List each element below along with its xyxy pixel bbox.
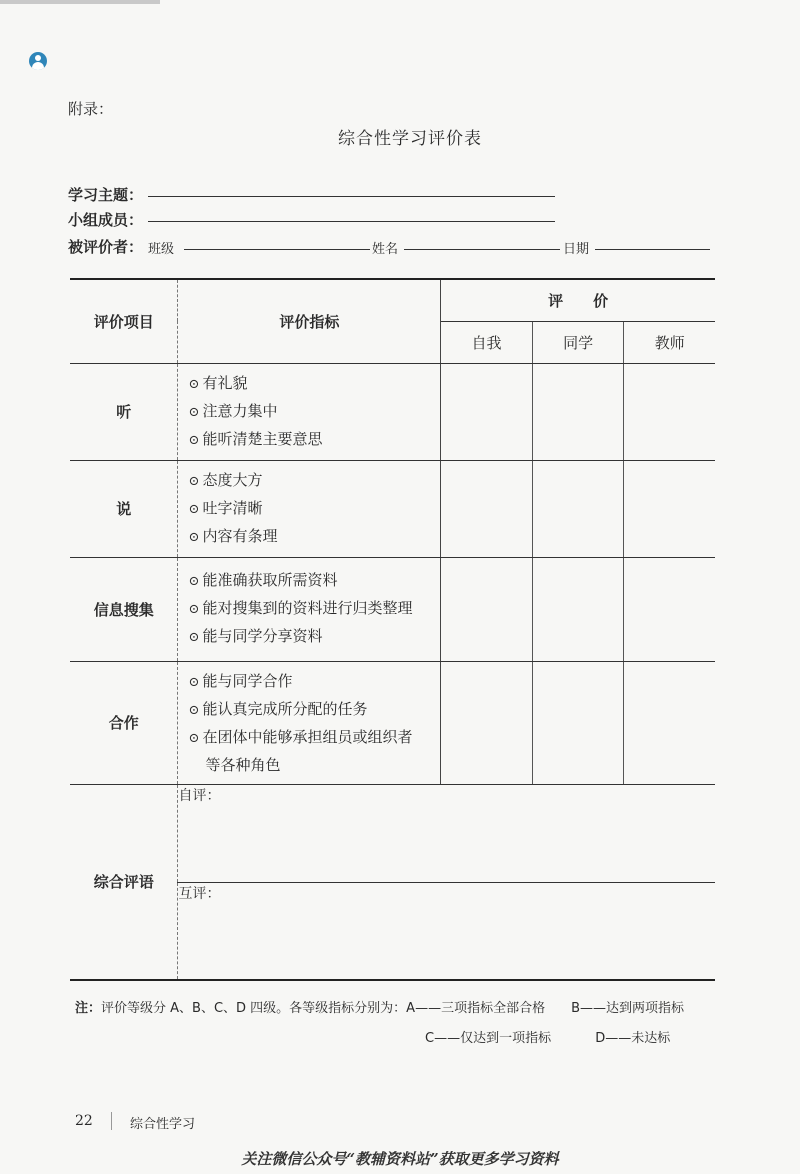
footer-watermark-text: 关注微信公众号“教辅资料站”获取更多学习资料 — [241, 1150, 559, 1168]
table-row — [70, 557, 715, 661]
indicator-item: ⊙ 能认真完成所分配的任务 — [188, 699, 368, 718]
top-edge-line — [0, 0, 160, 4]
item-cooperation: 合作 — [70, 661, 178, 784]
indicator-item: ⊙ 能对搜集到的资料进行归类整理 — [188, 599, 413, 617]
indicator-item: ⊙ 吐字清晰 — [188, 498, 263, 517]
indicator-item: ⊙ 能听清楚主要意思 — [188, 429, 323, 448]
header-self: 自我 — [441, 321, 533, 363]
header-item: 评价项目 — [70, 279, 178, 363]
members-label: 小组成员： — [68, 211, 144, 229]
peer-eval-cell[interactable] — [532, 363, 624, 460]
page-number: 22 — [75, 1113, 93, 1129]
topic-label: 学习主题： — [68, 186, 144, 204]
grading-note-continued — [425, 1027, 710, 1046]
self-comment-label: 自评： — [178, 787, 221, 804]
user-icon[interactable] — [29, 52, 47, 70]
indicator-item: ⊙ 能准确获取所需资料 — [188, 571, 338, 589]
summary-label: 综合评语 — [70, 784, 178, 980]
peer-eval-cell[interactable] — [532, 661, 624, 784]
peer-eval-cell[interactable] — [532, 557, 624, 661]
indicator-item: ⊙ 内容有条理 — [188, 526, 278, 545]
table-row — [70, 363, 715, 460]
header-indicator: 评价指标 — [178, 279, 441, 363]
teacher-eval-cell[interactable] — [624, 557, 715, 661]
date-label: 日期 — [563, 242, 590, 257]
indicator-item: ⊙ 在团体中能够承担组员或组织者 — [188, 727, 413, 746]
indicator-item: ⊙ 能与同学合作 — [188, 671, 293, 690]
name-label: 姓名 — [372, 242, 399, 257]
peer-comment-label: 互评： — [178, 885, 221, 902]
self-eval-cell[interactable] — [441, 460, 533, 557]
header-peer: 同学 — [532, 321, 624, 363]
self-eval-cell[interactable] — [441, 557, 533, 661]
teacher-eval-cell[interactable] — [624, 363, 715, 460]
teacher-eval-cell[interactable] — [624, 661, 715, 784]
header-teacher: 教师 — [624, 321, 715, 363]
evaluatee-label: 被评价者： — [68, 238, 144, 256]
indicator-item: ⊙ 注意力集中 — [188, 401, 278, 420]
class-underline — [184, 249, 370, 250]
grade-d: D——未达标 — [595, 1031, 671, 1046]
self-comment-area[interactable] — [178, 784, 715, 882]
peer-eval-cell[interactable] — [532, 460, 624, 557]
self-eval-cell[interactable] — [441, 363, 533, 460]
item-info-gathering: 信息搜集 — [70, 557, 178, 661]
section-label: 综合性学习 — [130, 1117, 196, 1132]
evaluation-table — [70, 278, 715, 981]
grading-note: 注：评价等级分 A、B、C、D 四级。各等级指标分别为：A——三项指标全部合格 B——达到两项指标 — [75, 1001, 684, 1016]
indicator-item: ⊙ 态度大方 — [188, 470, 263, 489]
indicator-item: ⊙ 能与同学分享资料 — [188, 627, 323, 645]
grade-c: C——仅达到一项指标 — [425, 1031, 552, 1046]
peer-comment-area[interactable] — [178, 882, 715, 980]
page-divider — [111, 1112, 112, 1130]
table-row — [70, 661, 715, 784]
indicator-continuation: 等各种角色 — [205, 755, 281, 774]
date-underline — [595, 249, 710, 250]
page-title: 综合性学习评价表 — [338, 129, 482, 149]
table-row — [70, 460, 715, 557]
name-underline — [404, 249, 560, 250]
indicator-item: ⊙ 有礼貌 — [188, 373, 248, 392]
teacher-eval-cell[interactable] — [624, 460, 715, 557]
self-eval-cell[interactable] — [441, 661, 533, 784]
item-speak: 说 — [70, 460, 178, 557]
class-label: 班级 — [148, 242, 175, 257]
appendix-label: 附录： — [68, 100, 114, 118]
header-evaluation: 评 价 — [441, 279, 715, 321]
item-listen: 听 — [70, 363, 178, 460]
members-underline — [148, 221, 555, 222]
topic-underline — [148, 196, 555, 197]
